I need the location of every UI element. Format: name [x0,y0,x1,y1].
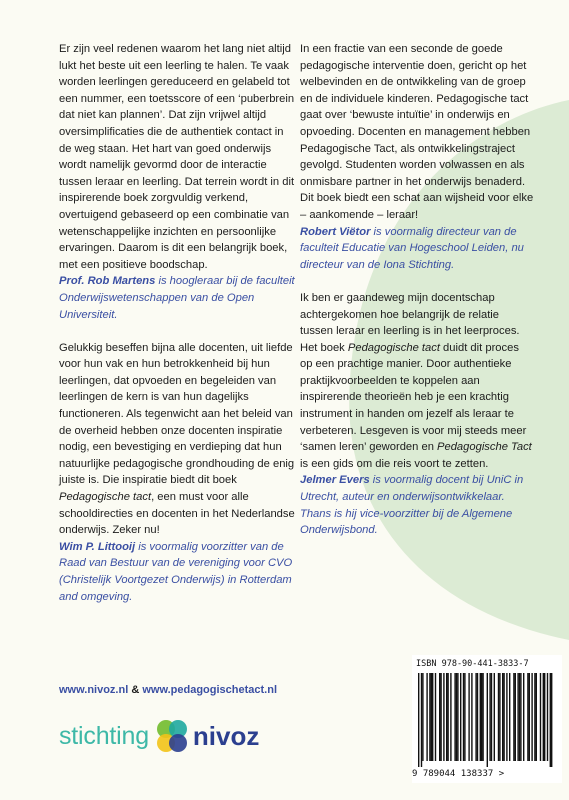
reviewer-name: Prof. Rob Martens [59,275,156,288]
barcode-bar [534,673,535,761]
signature-littooij [59,539,295,605]
barcode-bar [489,673,490,761]
barcode-bar [487,673,488,767]
barcode-bar [421,673,422,767]
barcode-bar [440,673,441,761]
barcode-digits: 9 789044 138337 > [412,769,505,779]
barcode-bar [480,673,481,761]
website-link-nivoz[interactable]: www.nivoz.nl [59,684,129,696]
barcode-bar [551,673,552,767]
barcode-bar [513,673,514,761]
barcode-bar [432,673,433,761]
barcode-bar [431,673,432,761]
barcode-bars [416,673,558,767]
barcode-bar [531,673,532,761]
right-column [300,41,534,539]
reviewer-name: Robert Viëtor [300,225,371,238]
barcode-bar [547,673,548,761]
nivoz-logo [59,716,259,756]
website-link-pedagogischetact[interactable]: www.pedagogischetact.nl [142,684,277,696]
barcode-bar [446,673,447,761]
barcode-bar [498,673,499,761]
barcode-bar [447,673,448,761]
barcode-bar [550,673,551,767]
barcode-bar [491,673,492,761]
barcode-bar [503,673,504,761]
book-title: Pedagogische Tact [437,441,532,454]
barcode-bar [523,673,524,761]
barcode-bar [456,673,457,761]
signature-martens [59,273,295,323]
signature-vietor [300,224,534,274]
reviewer-bio: is voormalig voorzitter van de Raad van Bestuur van de vereniging voor CVO (Christelijk Voortgezet Onderwijs) in Rotterdam and omgeving. [59,540,293,603]
barcode-bar [477,673,478,761]
barcode-bar [422,673,423,761]
review-text-vietor-end: Dit boek biedt een schat aan wijsheid voor elke – aankomende – leraar! [300,192,534,221]
barcode-bar [435,673,436,761]
reviewer-bio: is voormalig directeur van de faculteit Educatie van Hogeschool Leiden, nu directeur van de Iona Stichting. [300,225,524,271]
barcode-bar [464,673,465,761]
barcode-bar [463,673,464,761]
barcode-bar [454,673,455,761]
barcode-bar [468,673,469,761]
reviewer-bio: is hoogleraar bij de faculteit Onderwijswetenschappen van de Open Universiteit. [59,275,295,321]
barcode-bar [502,673,503,761]
reviewer-name: Jelmer Evers [300,474,370,487]
ampersand: & [128,684,143,696]
barcode-bar [519,673,520,761]
signature-evers [300,472,534,538]
barcode-bar [543,673,544,761]
logo-word-nivoz: nivoz [192,720,260,751]
review-text-evers: Ik ben er gaandeweg mijn docentschap achtergekomen hoe belangrijk de relatie tussen leraar en leerling is in het leerproces. Het boek Pedagogische tact duidt dit proces op een prachtige manier. Door authentieke praktijkvoorbeelden te koppelen aan inspirerende theorieën heb je een krachtig instrument in handen om jezelf als leraar te verbeteren. Lesgeven is voor mij steeds meer ‘samen leren’ geworden en Pedagogische Tact is een gids om die reis voort te zetten. [300,291,532,470]
barcode-bar [529,673,530,761]
review-text-martens: Er zijn veel redenen waarom het lang niet altijd lukt het beste uit een leerling te halen. Te vaak worden leerlingen gereduceerd en gelabeld tot een nummer, een toetsscore of een ‘puberbrein dat niet kan plannen’. Dat zijn vrijwel altijd oversimplificaties die de authentiek contact in de weg staan. Het hart van goed onderwijs wordt namelijk gevormd door de interactie tussen leraar en leerling. Dat terrein wordt in dit inspirerende boek zorgvuldig verkend, overtuigend gebaseerd op een combinatie van wetenschappelijke inzichten en persoonlijke ervaringen. Daarom is dit een belangrijk boek, met een positieve boodschap. [59,43,295,271]
barcode-bar [443,673,444,761]
barcode-bar [460,673,461,761]
logo-word-stichting: stichting [59,721,149,750]
barcode-bar [506,673,507,761]
barcode-bar [536,673,537,761]
review-text-vietor: In een fractie van een seconde de goede pedagogische interventie doen, gericht op het welbevinden en de ontwikkeling van de groep en de individuele kinderen. Pedagogische tact gaat over ‘bewuste intuïtie’ in onderwijs en opvoeding. Docenten en management hebben Pedagogische Tact, als ontwikkelingstraject gevolgd. Studenten worden volwassen en als onmisbare partner in het onderwijs benaderd. [300,43,531,188]
barcode-bar [527,673,528,761]
reviewer-bio: is voormalig docent bij UniC in Utrecht, auteur en onderwijsontwikkelaar. Thans is hij vice-voorzitter bij de Algemene Onderwijsbond. [300,474,524,537]
isbn-label: ISBN 978-90-441-3833-7 [416,659,529,669]
barcode-bar [457,673,458,761]
barcode-bar [429,673,430,761]
barcode-bar [509,673,510,761]
website-links [59,684,277,696]
barcode-bar [494,673,495,761]
barcode-bar [439,673,440,761]
barcode-bar [499,673,500,761]
review-text-littooij: Gelukkig beseffen bijna alle docenten, uit liefde voor hun vak en hun betrokkenheid bij hun leerlingen, dat opvoeden en begeleiden van leerlingen de kern is van hun dagelijks functioneren. Als tegenwicht aan het beleid van de overheid hebben onze docenten inspiratie nodig, een bevestiging en verdieping dat hun natuurlijke pedagogische grondhouding de enig juiste is. Die inspiratie biedt dit boek Pedagogische tact, een must voor alle schooldirecties en docenten in het Nederlandse onderwijs. Zeker nu! [59,341,295,537]
barcode-bar [475,673,476,761]
barcode-bar [471,673,472,761]
barcode-bar [540,673,541,761]
barcode-bar [482,673,483,761]
barcode-bar [450,673,451,761]
reviewer-name: Wim P. Littooij [59,540,136,553]
barcode-bar [520,673,521,761]
barcode-bar [481,673,482,761]
book-title: Pedagogische tact [59,491,152,504]
book-title: Pedagogische tact [347,341,440,354]
barcode-bar [515,673,516,761]
isbn-barcode [412,655,562,783]
barcode-bar [544,673,545,761]
barcode-bar [426,673,427,761]
nivoz-logo-mark-icon [152,716,192,756]
left-column [59,41,295,605]
barcode-bar [517,673,518,761]
barcode-bar [418,673,419,767]
